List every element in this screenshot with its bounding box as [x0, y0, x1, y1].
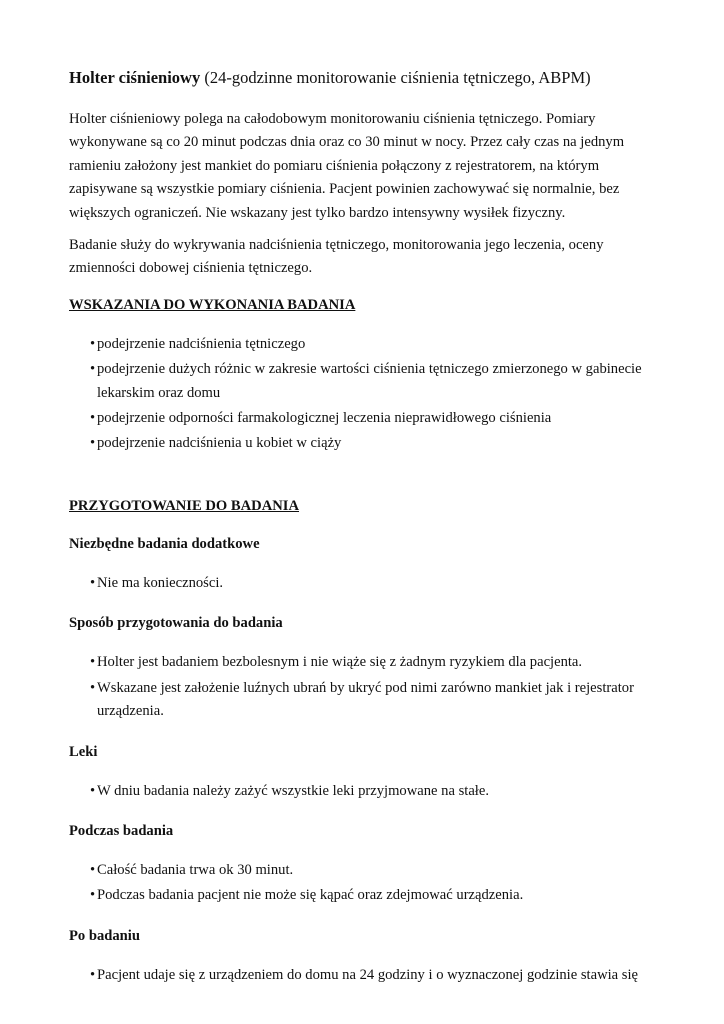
method-list — [69, 651, 659, 723]
intro-paragraph-2: Badanie służy do wykrywania nadciśnienia tętniczego, monitorowania jego leczenia, oceny zmienności dobowej ciśnienia tętniczego. — [69, 237, 604, 277]
list-item — [69, 651, 659, 674]
list-item-text: Holter jest badaniem bezbolesnym i nie wiąże się z żadnym ryzykiem dla pacjenta. — [97, 654, 583, 671]
bullet-icon: • — [90, 861, 96, 878]
indications-heading: WSKAZANIA DO WYKONANIA BADANIA — [69, 296, 356, 313]
bullet-icon: • — [90, 361, 96, 378]
title-rest: (24-godzinne monitorowanie ciśnienia tętniczego, ABPM) — [200, 68, 591, 87]
intro-paragraph-1: Holter ciśnieniowy polega na całodobowym monitorowaniu ciśnienia tętniczego. Pomiary wykonywane są co 20 minut podczas dnia oraz co 30 minut w nocy. Przez cały czas na jednym ramieniu założony jest mankiet do pomiaru ciśnienia połączony z rejestratorem, na którym zapisywane są wszystkie pomiary ciśnienia. Pacjent powinien zachowywać się normalnie, bez większych ograniczeń. Nie wskazany jest tylko bardzo intensywny wysiłek fizyczny. — [69, 111, 625, 221]
list-item-text: podejrzenie nadciśnienia tętniczego — [97, 335, 306, 352]
list-item — [69, 358, 659, 405]
list-item-text: podejrzenie dużych różnic w zakresie wartości ciśnienia tętniczego zmierzonego w gabinecie lekarskim oraz domu — [97, 361, 642, 401]
bullet-icon: • — [90, 782, 96, 799]
list-item-text: Wskazane jest założenie luźnych ubrań by ukryć pod nimi zarówno mankiet jak i rejestrator urządzenia. — [97, 679, 634, 720]
list-item — [69, 572, 659, 595]
medications-list — [69, 780, 659, 803]
bullet-icon: • — [90, 574, 96, 591]
additional-tests-heading: Niezbędne badania dodatkowe — [69, 535, 260, 552]
during-list — [69, 859, 659, 908]
after-heading: Po badaniu — [69, 927, 140, 944]
list-item-text: Całość badania trwa ok 30 minut. — [97, 861, 294, 878]
list-item — [69, 677, 659, 724]
bullet-icon: • — [90, 654, 96, 671]
bullet-icon: • — [90, 679, 96, 696]
list-item-text: podejrzenie odporności farmakologicznej leczenia nieprawidłowego ciśnienia — [97, 410, 552, 427]
title-bold: Holter ciśnieniowy — [69, 68, 201, 87]
bullet-icon: • — [90, 966, 96, 983]
list-item — [69, 432, 659, 455]
bullet-icon: • — [90, 410, 96, 427]
list-item — [69, 859, 659, 882]
indications-list — [69, 333, 659, 456]
list-item — [69, 884, 659, 907]
list-item-text: Podczas badania pacjent nie może się kąpać oraz zdejmować urządzenia. — [97, 887, 524, 904]
list-item-text: podejrzenie nadciśnienia u kobiet w ciąży — [97, 435, 342, 452]
list-item-text: Nie ma konieczności. — [97, 574, 224, 591]
during-heading: Podczas badania — [69, 822, 174, 839]
after-list — [69, 964, 659, 987]
document-title — [69, 66, 659, 90]
preparation-heading: PRZYGOTOWANIE DO BADANIA — [69, 497, 300, 514]
list-item-text: Pacjent udaje się z urządzeniem do domu na 24 godziny i o wyznaczonej godzinie stawia się — [97, 966, 639, 983]
list-item — [69, 407, 659, 430]
document-page — [69, 66, 659, 1005]
list-item — [69, 780, 659, 803]
spacer — [69, 474, 659, 496]
bullet-icon: • — [90, 435, 96, 452]
medications-heading: Leki — [69, 743, 98, 760]
list-item — [69, 964, 659, 987]
list-item — [69, 333, 659, 356]
bullet-icon: • — [90, 335, 96, 352]
bullet-icon: • — [90, 887, 96, 904]
method-heading: Sposób przygotowania do badania — [69, 615, 283, 632]
additional-tests-list — [69, 572, 659, 595]
list-item-text: W dniu badania należy zażyć wszystkie leki przyjmowane na stałe. — [97, 782, 489, 799]
